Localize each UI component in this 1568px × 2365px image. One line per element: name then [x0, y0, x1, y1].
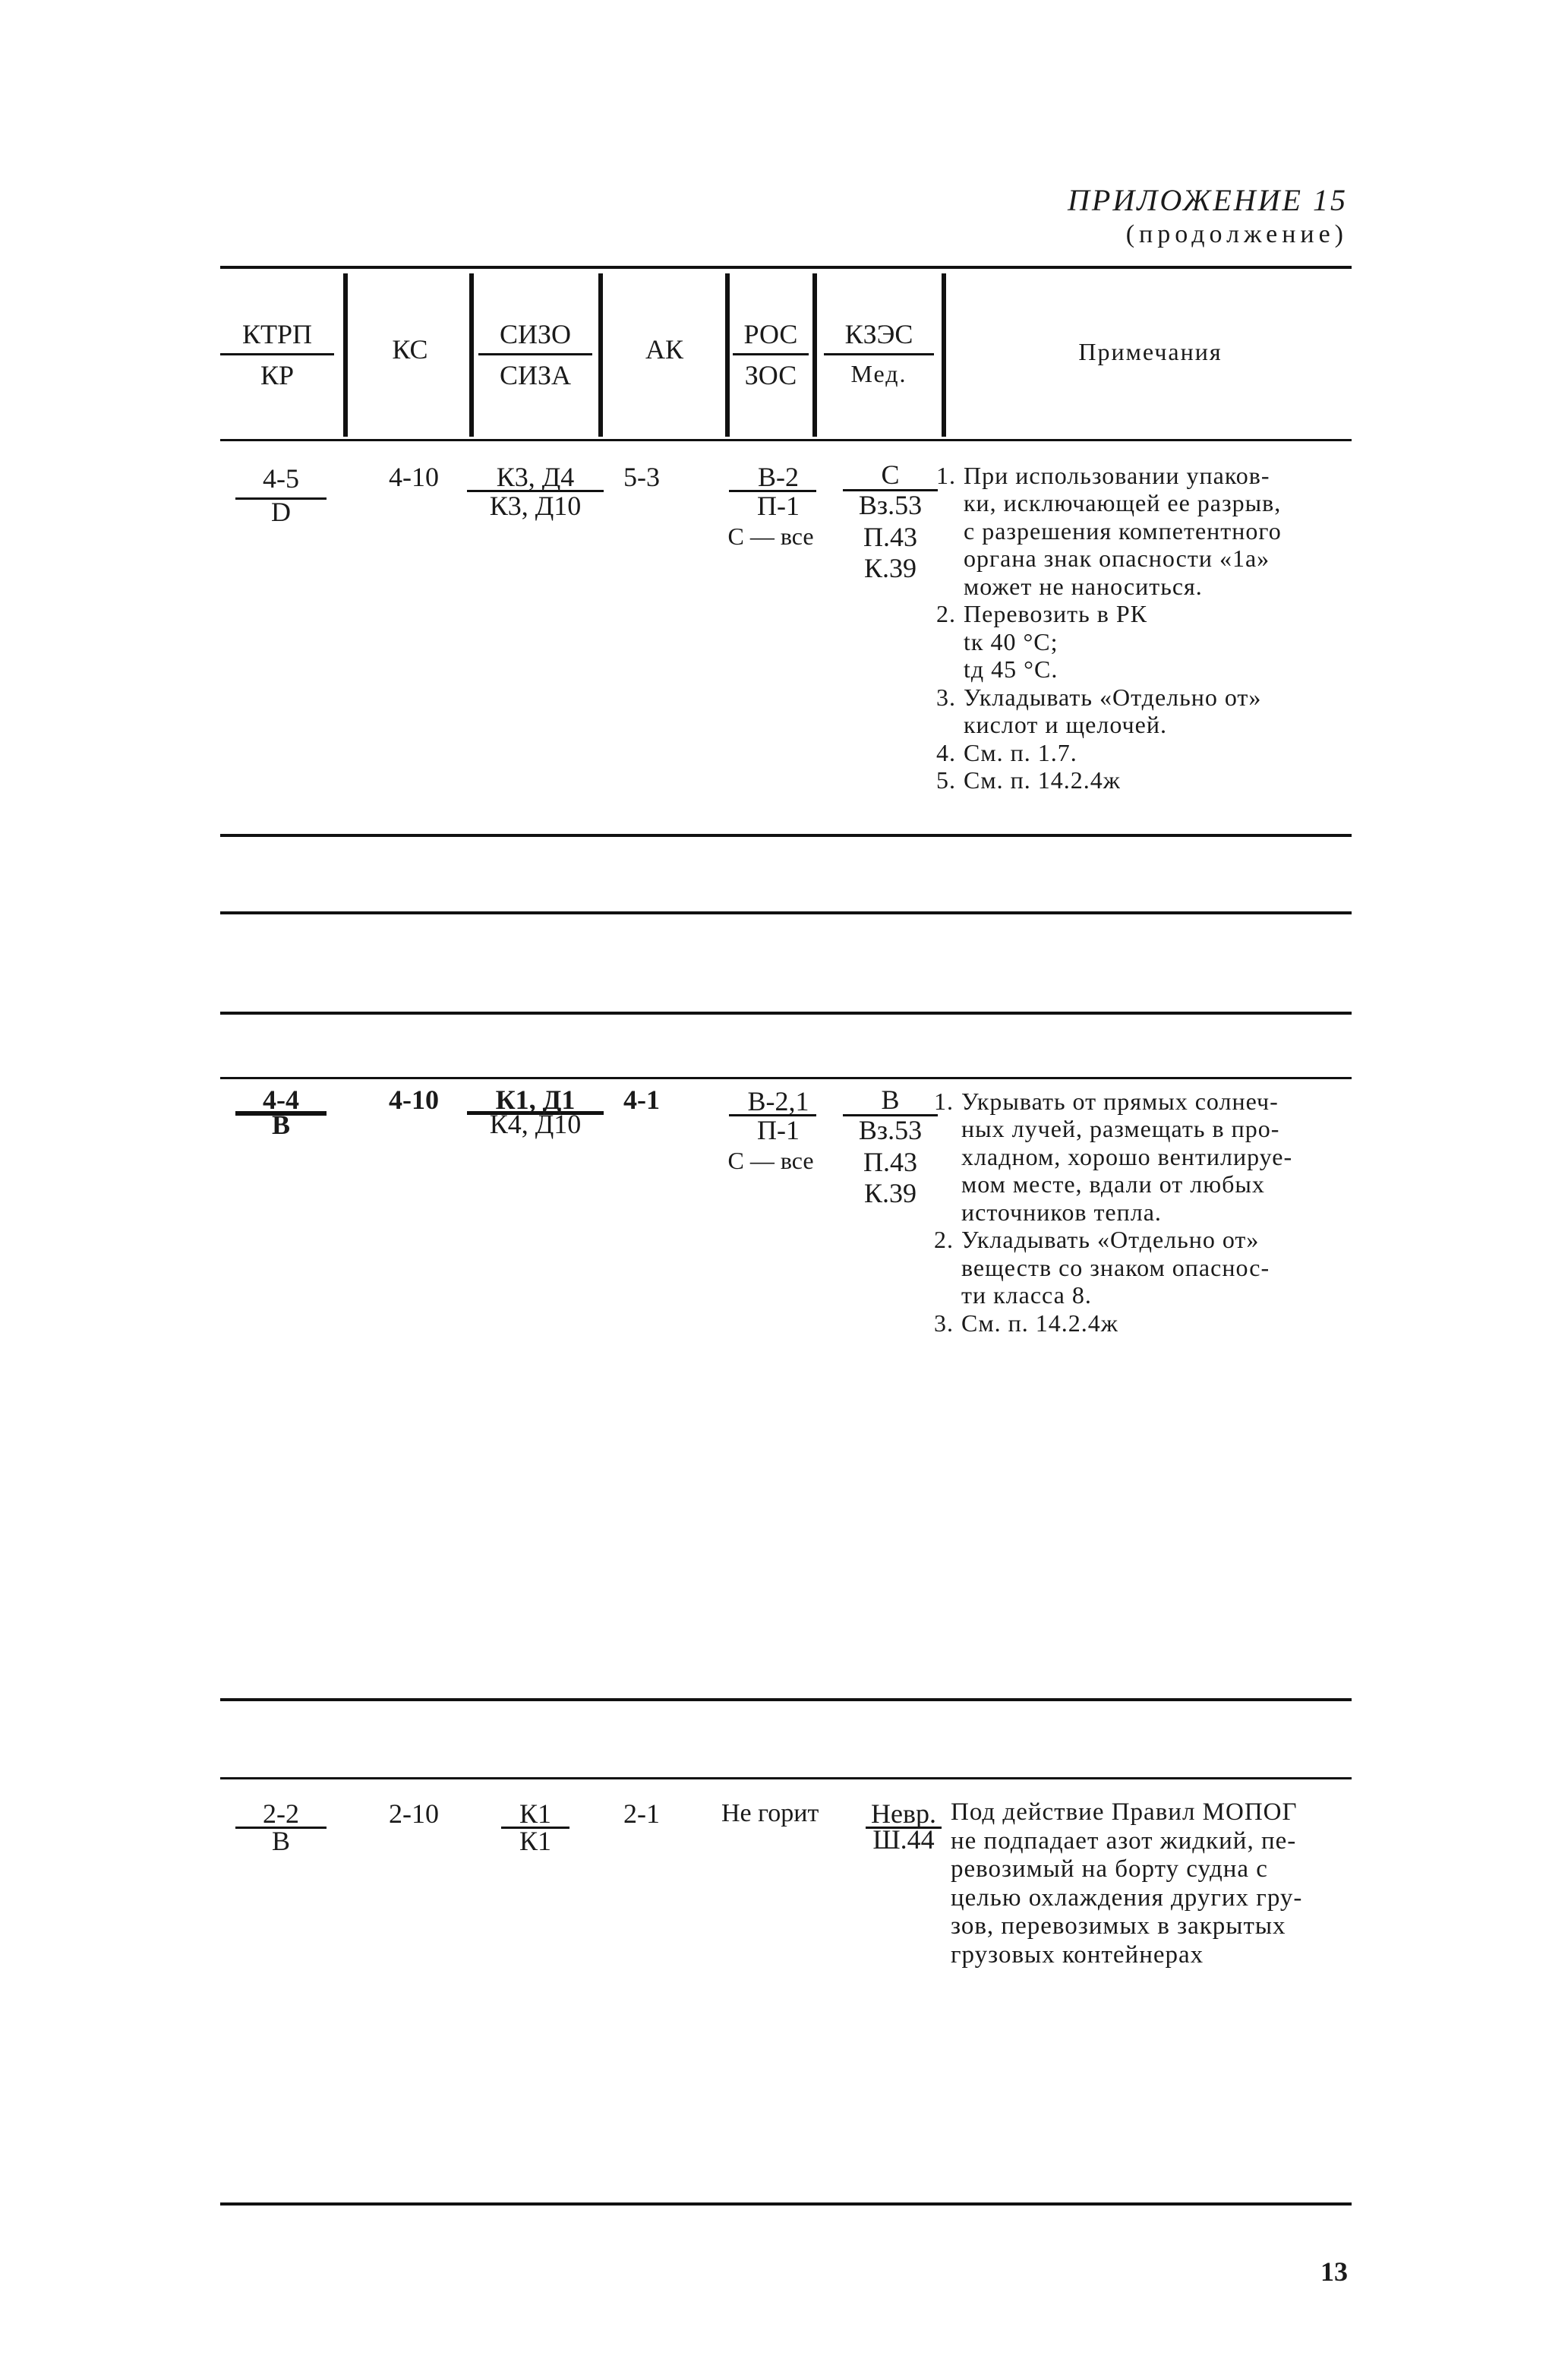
- note-item: [923, 684, 1355, 739]
- row2-ros-extra: С — все: [727, 1146, 814, 1174]
- note-number: 1.: [936, 462, 956, 489]
- row1-ak: 5-3: [623, 462, 660, 492]
- header-kzes-bottom: Мед.: [850, 360, 907, 388]
- header-ak: АК: [645, 334, 683, 365]
- row1-kzes-extra2: К.39: [863, 553, 917, 584]
- row-separator: [220, 1698, 1352, 1701]
- row3-ktrp-bottom: В: [271, 1826, 290, 1857]
- row2-ak: 4-1: [623, 1085, 660, 1115]
- row3-ks: 2-10: [389, 1798, 439, 1829]
- row1-ks: 4-10: [389, 462, 439, 492]
- col-separator: [469, 273, 474, 437]
- col-separator: [343, 273, 348, 437]
- row1-kzes-top: С: [881, 459, 900, 490]
- row2-ktrp: [235, 1085, 327, 1141]
- row2-notes: [920, 1088, 1355, 1337]
- note-number: 3.: [936, 683, 956, 711]
- row2-ros: [714, 1086, 828, 1175]
- fraction-bar: [220, 353, 334, 355]
- fraction-bar: [478, 353, 592, 355]
- note-number: 1.: [934, 1088, 954, 1115]
- row3-notes: Под действие Правил МОПОГ не подпадает азот жидкий, пе- ревозимый на борту судна с целью охлаждения других гру- зов, перевозимых в закрытых грузовых контейнерах: [951, 1798, 1303, 1969]
- row-separator: [220, 1077, 1352, 1079]
- note-item: [920, 1226, 1355, 1309]
- note-number: 5.: [936, 766, 956, 794]
- row1-sizo-bottom: К3, Д10: [489, 491, 582, 522]
- header-sizo-top: СИЗО: [499, 319, 572, 349]
- note-number: 2.: [934, 1226, 954, 1254]
- note-item: [920, 1309, 1355, 1337]
- header-kzes-top: КЗЭС: [844, 319, 913, 349]
- row2-kzes-extra2: К.39: [863, 1178, 917, 1209]
- row2-kzes-top: В: [881, 1085, 900, 1115]
- row2-ktrp-bottom: В: [271, 1110, 290, 1141]
- fraction-bar: [733, 353, 809, 355]
- row3-sizo-top: К1: [519, 1798, 551, 1829]
- row2-ros-bottom: П-1: [757, 1115, 800, 1146]
- header-ktrp: [220, 319, 334, 392]
- table-bottom-rule: [220, 2202, 1352, 2206]
- note-text: См. п. 14.2.4ж: [964, 766, 1121, 794]
- col-separator: [725, 273, 730, 437]
- note-text: Укладывать «Отдельно от» веществ со знаком опаснос- ти класса 8.: [961, 1226, 1270, 1309]
- row1-sizo: [467, 462, 604, 523]
- row2-kzes-bottom: Вз.53: [858, 1115, 923, 1146]
- header-ros: [733, 319, 809, 392]
- row2-ros-top: В-2,1: [747, 1086, 809, 1116]
- row-separator: [220, 1012, 1352, 1015]
- row3-ros: Не горит: [721, 1799, 819, 1827]
- row2-sizo-top: К1, Д1: [495, 1085, 576, 1115]
- row1-ktrp-top: 4-5: [263, 463, 299, 494]
- row2-ks: 4-10: [389, 1085, 439, 1115]
- note-text: Укладывать «Отдельно от» кислот и щелочей.: [964, 683, 1262, 739]
- row3-sizo-bottom: К1: [519, 1826, 551, 1857]
- row1-ros: [714, 462, 828, 551]
- row-separator: [220, 834, 1352, 837]
- row1-ktrp-bottom: D: [271, 497, 291, 528]
- header-ks: КС: [392, 334, 428, 365]
- header-ros-bottom: ЗОС: [744, 360, 797, 391]
- row1-notes: [923, 462, 1355, 794]
- row3-sizo: [467, 1798, 604, 1858]
- row3-ak: 2-1: [623, 1798, 660, 1829]
- row3-ktrp-top: 2-2: [263, 1798, 299, 1829]
- row-separator: [220, 1777, 1352, 1779]
- note-number: 2.: [936, 600, 956, 628]
- table-top-rule: [220, 266, 1352, 269]
- col-separator: [942, 273, 946, 437]
- row3-kzes-top: Невр.: [871, 1798, 936, 1829]
- row1-sizo-top: К3, Д4: [496, 462, 575, 492]
- row2-sizo: [467, 1085, 604, 1141]
- row2-kzes-extra1: П.43: [863, 1146, 917, 1177]
- row-separator: [220, 911, 1352, 914]
- header-ktrp-top: КТРП: [241, 319, 313, 349]
- row3-kzes-bottom: Ш.44: [872, 1824, 935, 1855]
- header-notes: Примечания: [1078, 338, 1223, 365]
- row1-kzes-extra1: П.43: [863, 521, 917, 552]
- header-ros-top: РОС: [743, 319, 798, 349]
- appendix-title: ПРИЛОЖЕНИЕ 15: [1068, 183, 1348, 217]
- note-text: См. п. 14.2.4ж: [961, 1309, 1118, 1337]
- header-sizo-bottom: СИЗА: [499, 360, 572, 391]
- row1-ktrp: [235, 463, 327, 529]
- header-kzes: [824, 319, 934, 388]
- page-number: 13: [1320, 2256, 1348, 2287]
- note-item: [920, 1088, 1355, 1226]
- row1-ros-top: В-2: [758, 462, 799, 492]
- col-separator: [812, 273, 817, 437]
- note-text: При использовании упаков- ки, исключающей ее разрыв, с разрешения компетентного органа знак опасности «1а» может не наноситься.: [964, 462, 1282, 600]
- note-text: См. п. 1.7.: [964, 738, 1077, 766]
- row3-ktrp: [235, 1798, 327, 1858]
- fraction-bar: [824, 353, 934, 355]
- note-item: [923, 766, 1355, 794]
- note-number: 3.: [934, 1309, 954, 1337]
- note-item: [923, 739, 1355, 766]
- header-ktrp-bottom: КР: [260, 360, 295, 391]
- note-item: [923, 600, 1355, 683]
- col-separator: [598, 273, 603, 437]
- row1-kzes-bottom: Вз.53: [858, 490, 923, 521]
- note-item: [923, 462, 1355, 600]
- row3-kzes: [858, 1798, 949, 1856]
- appendix-subtitle: (продолжение): [1125, 220, 1348, 248]
- row1-ros-extra: С — все: [727, 522, 814, 550]
- note-text: Перевозить в РК tк 40 °С; tд 45 °С.: [964, 600, 1147, 684]
- note-number: 4.: [936, 738, 956, 766]
- row2-ktrp-top: 4-4: [263, 1085, 299, 1115]
- note-text: Укрывать от прямых солнеч- ных лучей, размещать в про- хладном, хорошо вентилируе- мом месте, вдали от любых источников тепла.: [961, 1088, 1293, 1226]
- row2-sizo-bottom: К4, Д10: [489, 1109, 582, 1140]
- header-sizo: [478, 319, 592, 392]
- row1-ros-bottom: П-1: [757, 491, 800, 522]
- header-bottom-rule: [220, 439, 1352, 441]
